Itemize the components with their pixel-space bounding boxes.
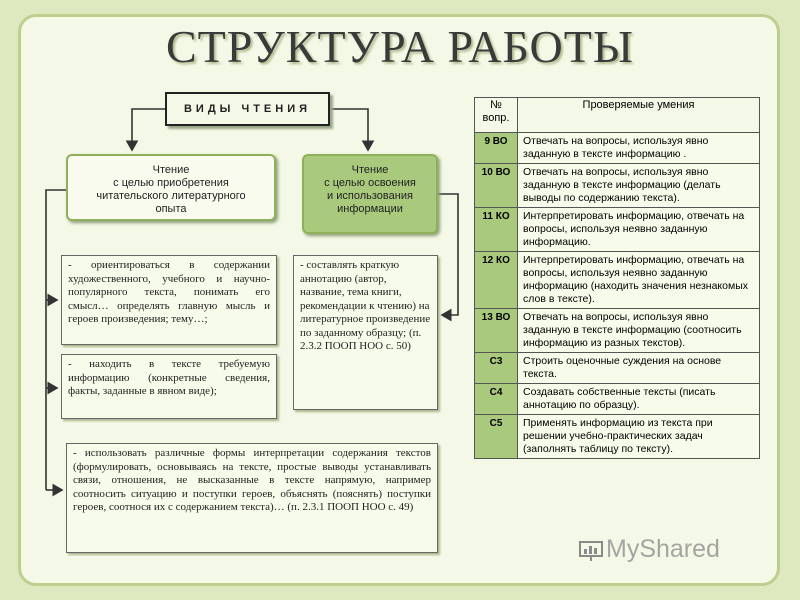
skill-box-find-info: - находить в тексте требуемую информацию (конкретные сведения, факты, заданные в явном виде); [61, 354, 277, 419]
branch-left-line: Чтение [152, 164, 190, 176]
skills-table [474, 97, 760, 459]
connector-root-right [330, 109, 368, 150]
skill-text: Применять информацию из текста при решении учебно-практических задач (заполнять таблицу по тексту). [518, 415, 760, 459]
table-row [475, 309, 760, 353]
watermark-logo: MyShared [606, 535, 720, 563]
branch-right-line: информации [337, 203, 403, 215]
question-number: 9 ВО [475, 133, 518, 164]
skill-text: Интерпретировать информацию, отвечать на вопросы, используя неявно заданную информацию (находить значения незнакомых слов в тексте). [518, 252, 760, 309]
branch-information-reading [302, 154, 438, 234]
skill-text: Отвечать на вопросы, используя явно заданную в тексте информацию . [518, 133, 760, 164]
skill-text: Отвечать на вопросы, используя явно заданную в тексте информацию (делать выводы по содержанию текста). [518, 164, 760, 208]
question-number: С4 [475, 384, 518, 415]
header-skills: Проверяемые умения [518, 98, 760, 133]
root-node: ВИДЫ ЧТЕНИЯ [165, 92, 330, 126]
table-row [475, 415, 760, 459]
question-number: 12 КО [475, 252, 518, 309]
branch-left-line: читательского литературного [96, 190, 246, 202]
table-row [475, 208, 760, 252]
branch-right-line: и использования [327, 190, 413, 202]
table-row [475, 384, 760, 415]
question-number: С3 [475, 353, 518, 384]
branch-literary-reading [66, 154, 276, 221]
skill-box-interpretation: - использовать различные формы интерпретации содержания текстов (формулировать, основываясь на тексте, простые выводы устанавливать связи, отношения, не высказанные в тексте напрямую, например соотносить ситуацию и поступки героев, объяснять (пояснять) поступки героев, соотнося их с содержанием текста)… (п. 2.3.1 ПООП НОО с. 49) [66, 443, 438, 553]
header-question-number: № вопр. [475, 98, 518, 133]
table-row [475, 353, 760, 384]
branch-left-line: опыта [155, 203, 187, 215]
table-header-row [475, 98, 760, 133]
skill-box-annotation: - составлять краткую аннотацию (автор, название, тема книги, рекомендации к чтению) на литературное произведение по заданному образцу; (п. 2.3.2 ПООП НОО с. 50) [293, 255, 438, 410]
table-row [475, 252, 760, 309]
connector-root-left [132, 109, 165, 150]
question-number: 10 ВО [475, 164, 518, 208]
branch-right-line: с целью освоения [324, 177, 416, 189]
question-number: 11 КО [475, 208, 518, 252]
slide-title: СТРУКТУРА РАБОТЫ [165, 21, 634, 72]
presentation-icon [578, 540, 604, 562]
branch-left-line: с целью приобретения [113, 177, 229, 189]
question-number: С5 [475, 415, 518, 459]
skill-text: Отвечать на вопросы, используя явно заданную в тексте информацию (соотносить информацию из разных текстов). [518, 309, 760, 353]
branch-right-line: Чтение [351, 164, 389, 176]
skill-box-orientation: - ориентироваться в содержании художественного, учебного и научно-популярного текста, понимать его смысл… определять главную мысль и героев произведения; тему…; [61, 255, 277, 345]
skill-text: Строить оценочные суждения на основе текста. [518, 353, 760, 384]
skill-text: Интерпретировать информацию, отвечать на вопросы, используя неявно заданную информацию. [518, 208, 760, 252]
table-row [475, 133, 760, 164]
table-row [475, 164, 760, 208]
question-number: 13 ВО [475, 309, 518, 353]
skill-text: Создавать собственные тексты (писать аннотацию по образцу). [518, 384, 760, 415]
connector-right-trunk [438, 194, 458, 315]
